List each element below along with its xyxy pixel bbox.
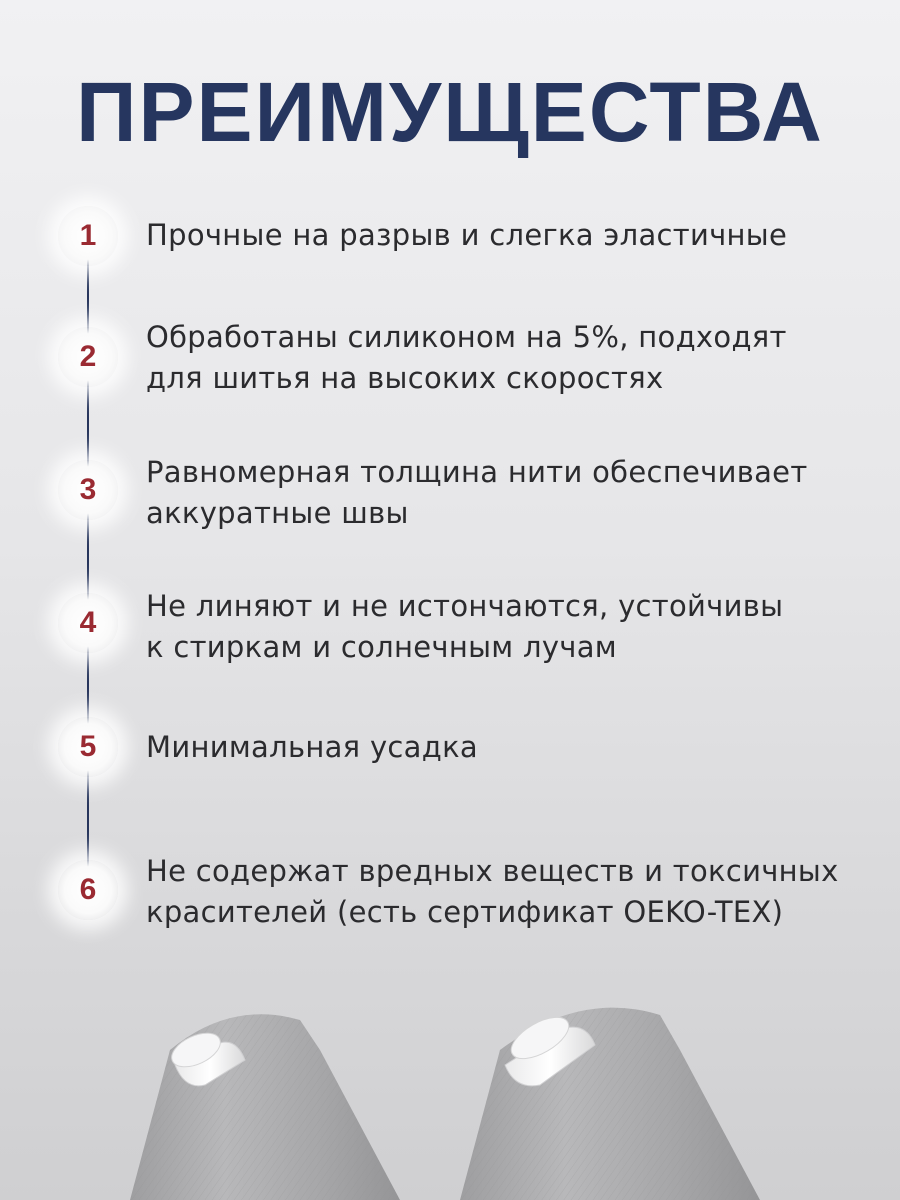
number-label: 3: [79, 473, 97, 506]
advantage-text-2: [146, 317, 866, 399]
text-line: Равномерная толщина нити обеспечивает: [146, 455, 808, 489]
number-label: 6: [79, 873, 97, 906]
advantage-text-3: [146, 452, 866, 534]
text-line: Обработаны силиконом на 5%, подходят: [146, 320, 787, 354]
text-line: Прочные на разрыв и слегка эластичные: [146, 218, 788, 252]
number-badge-1: [58, 206, 118, 266]
text-line: для шитья на высоких скоростях: [146, 361, 664, 395]
text-line: Не линяют и не истончаются, устойчивы: [146, 589, 784, 623]
text-line: Минимальная усадка: [146, 730, 478, 764]
number-badge-4: [58, 593, 118, 653]
advantage-text-5: [146, 727, 866, 768]
number-badge-5: [58, 717, 118, 777]
thread-spools-image: [0, 990, 900, 1200]
text-line: к стиркам и солнечным лучам: [146, 630, 617, 664]
number-label: 1: [79, 219, 97, 252]
number-label: 2: [79, 340, 97, 373]
text-line: аккуратные швы: [146, 496, 409, 530]
number-badge-6: [58, 860, 118, 920]
advantage-text-4: [146, 586, 866, 668]
advantage-text-1: [146, 215, 866, 256]
spool-1: [130, 1014, 400, 1200]
spool-2: [460, 1008, 760, 1200]
number-badge-3: [58, 460, 118, 520]
number-label: 5: [79, 730, 97, 763]
text-line: Не содержат вредных веществ и токсичных: [146, 854, 839, 888]
page-title: ПРЕИМУЩЕСТВА: [76, 65, 824, 159]
text-line: красителей (есть сертификат OEKO-TEX): [146, 895, 784, 929]
number-label: 4: [79, 606, 97, 639]
number-badge-2: [58, 327, 118, 387]
advantage-text-6: [146, 851, 866, 933]
